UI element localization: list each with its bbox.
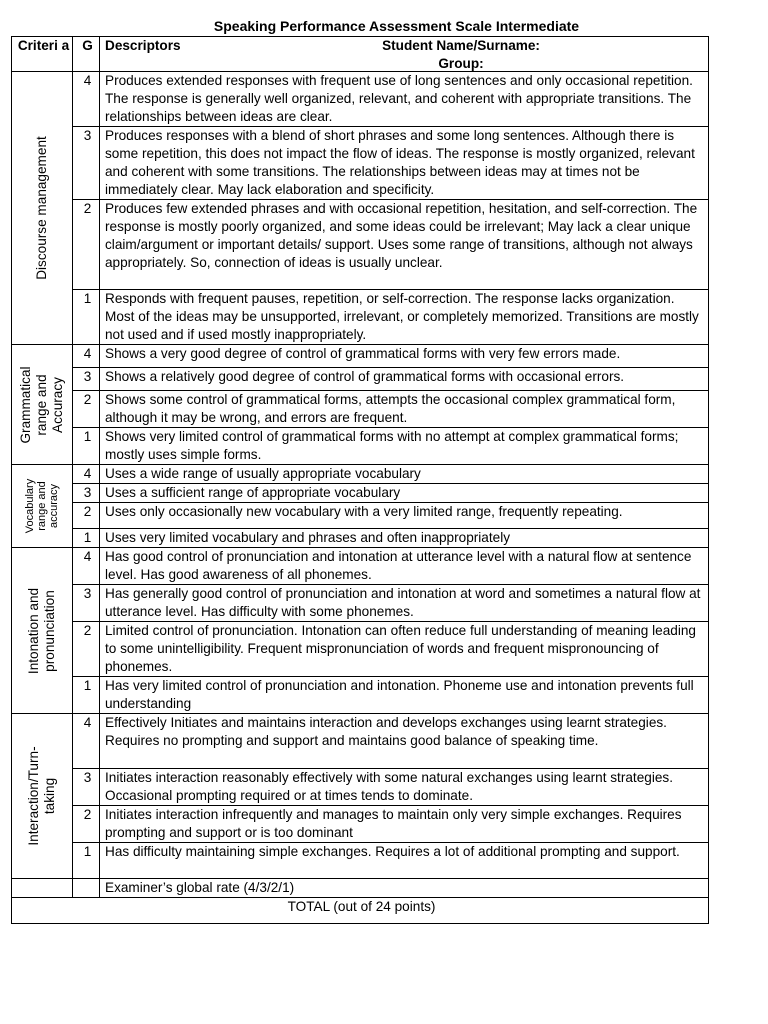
criterion-label <box>26 746 58 845</box>
criterion-label <box>26 587 58 673</box>
table-row <box>12 72 709 127</box>
global-rate-label: Examiner’s global rate (4/3/2/1) <box>100 879 709 898</box>
table-row <box>12 529 709 548</box>
grade-cell: 1 <box>73 529 100 548</box>
table-row <box>12 368 709 391</box>
criterion-interaction <box>12 714 73 879</box>
grade-cell: 4 <box>73 72 100 127</box>
descriptor-cell: Responds with frequent pauses, repetition, or self-correction. The response lacks organization. Most of the ideas may be unsupported, irrelevant, or completely memorized. Transitions are mostly not used and if used mostly inappropriately. <box>100 290 709 345</box>
rubric-table <box>11 36 709 924</box>
grade-cell: 1 <box>73 843 100 879</box>
criterion-label-line: Grammatical <box>18 365 33 444</box>
descriptor-cell: Has generally good control of pronunciation and intonation at word and sometimes a natural flow at utterance level. Has difficulty with some phonemes. <box>100 585 709 622</box>
descriptor-cell: Uses a sufficient range of appropriate vocabulary <box>100 484 709 503</box>
grade-cell: 3 <box>73 585 100 622</box>
grade-cell: 2 <box>73 622 100 677</box>
table-row <box>12 200 709 290</box>
grade-cell: 3 <box>73 484 100 503</box>
criterion-discourse-management <box>12 72 73 345</box>
table-row <box>12 503 709 529</box>
group-label: Group: <box>438 56 484 71</box>
descriptor-cell: Uses only occasionally new vocabulary with a very limited range, frequently repeating. <box>100 503 709 529</box>
criterion-label-line: Intonation and <box>26 587 41 674</box>
descriptor-cell: Shows a relatively good degree of control of grammatical forms with occasional errors. <box>100 368 709 391</box>
descriptor-cell: Shows some control of grammatical forms, attempts the occasional complex grammatical form, although it may be wrong, and errors are frequent. <box>100 391 709 428</box>
descriptor-cell: Initiates interaction infrequently and manages to maintain only very simple exchanges. Requires prompting and support or is too dominant <box>100 806 709 843</box>
grade-cell: 2 <box>73 200 100 290</box>
table-row <box>12 484 709 503</box>
descriptor-cell: Shows very limited control of grammatical forms with no attempt at complex grammatical forms; mostly uses simple forms. <box>100 428 709 465</box>
criterion-label-line: range and <box>36 481 48 531</box>
grade-cell: 3 <box>73 127 100 200</box>
criterion-grammatical-range <box>12 345 73 465</box>
descriptor-cell: Produces extended responses with frequent use of long sentences and only occasional repetition. The response is generally well organized, relevant, and coherent with appropriate transitions. The relationships between ideas are clear. <box>100 72 709 127</box>
table-row <box>12 677 709 714</box>
descriptor-cell: Effectively Initiates and maintains interaction and develops exchanges using learnt strategies. Requires no prompting and support and maintains good balance of speaking time. <box>100 714 709 769</box>
descriptor-cell: Produces few extended phrases and with occasional repetition, hesitation, and self-correction. The response is mostly poorly organized, and some ideas could be irrelevant; May lack a clear unique claim/argument or important details/ support. Uses some range of transitions, although not always appropriately. So, connection of ideas is usually unclear. <box>100 200 709 290</box>
descriptor-cell: Initiates interaction reasonably effectively with some natural exchanges using learnt strategies. Occasional prompting required or at times tends to dominate. <box>100 769 709 806</box>
criterion-label <box>18 366 66 443</box>
descriptor-cell: Has good control of pronunciation and intonation at utterance level with a natural flow at sentence level. Has good awareness of all phonemes. <box>100 548 709 585</box>
table-row <box>12 465 709 484</box>
criterion-label: Discourse management <box>34 136 49 280</box>
criterion-label-line: taking <box>42 777 57 815</box>
criterion-label <box>24 479 60 533</box>
criteria-header: Criteri a <box>12 37 73 72</box>
total-label: TOTAL (out of 24 points) <box>12 898 709 924</box>
criterion-intonation <box>12 548 73 714</box>
student-name-label: Student Name/Surname: <box>382 38 540 53</box>
grade-cell: 2 <box>73 391 100 428</box>
grade-cell: 3 <box>73 368 100 391</box>
criterion-label-line: range and <box>34 373 49 436</box>
grade-cell: 2 <box>73 806 100 843</box>
criterion-label-line: Accuracy <box>50 376 65 433</box>
grade-cell: 4 <box>73 548 100 585</box>
header-row <box>12 37 709 72</box>
grade-cell: 1 <box>73 428 100 465</box>
criterion-vocabulary <box>12 465 73 548</box>
global-rate-row <box>12 879 709 898</box>
descriptor-cell: Limited control of pronunciation. Intonation can often reduce full understanding of meaning leading to some unintelligibility. Frequent mispronunciation of words and frequent mispronouncing of phonemes. <box>100 622 709 677</box>
descriptors-header-wrap <box>105 37 706 71</box>
table-row <box>12 769 709 806</box>
empty-cell <box>73 879 100 898</box>
criterion-label-line: pronunciation <box>42 589 57 672</box>
total-row <box>12 898 709 924</box>
table-row <box>12 714 709 769</box>
table-row <box>12 428 709 465</box>
descriptor-cell: Uses very limited vocabulary and phrases and often inappropriately <box>100 529 709 548</box>
table-row <box>12 806 709 843</box>
descriptor-cell: Shows a very good degree of control of grammatical forms with very few errors made. <box>100 345 709 368</box>
criterion-label-line: Interaction/Turn- <box>26 746 41 846</box>
table-row <box>12 391 709 428</box>
grade-cell: 3 <box>73 769 100 806</box>
criterion-label-line: accuracy <box>48 483 60 529</box>
table-row <box>12 548 709 585</box>
table-row <box>12 622 709 677</box>
grade-cell: 4 <box>73 714 100 769</box>
student-info <box>331 37 591 72</box>
descriptor-cell: Has difficulty maintaining simple exchanges. Requires a lot of additional prompting and support. <box>100 843 709 879</box>
empty-cell <box>12 879 73 898</box>
descriptor-cell: Uses a wide range of usually appropriate vocabulary <box>100 465 709 484</box>
table-row <box>12 127 709 200</box>
descriptor-cell: Produces responses with a blend of short phrases and some long sentences. Although there is some repetition, this does not impact the flow of ideas. The response is mostly organized, relevant and coherent with some transitions. The relationships between ideas may at times not be immediately clear. May lack elaboration and specificity. <box>100 127 709 200</box>
table-row <box>12 585 709 622</box>
table-row <box>12 290 709 345</box>
grade-cell: 4 <box>73 345 100 368</box>
criterion-label-line: Vocabulary <box>24 478 36 534</box>
grade-cell: 1 <box>73 290 100 345</box>
descriptors-header <box>100 37 709 72</box>
table-row <box>12 843 709 879</box>
table-row <box>12 345 709 368</box>
grade-cell: 4 <box>73 465 100 484</box>
descriptor-cell: Has very limited control of pronunciation and intonation. Phoneme use and intonation prevents full understanding <box>100 677 709 714</box>
page-title: Speaking Performance Assessment Scale Intermediate <box>213 18 580 34</box>
descriptors-label: Descriptors <box>105 38 181 53</box>
grade-header: G <box>73 37 100 72</box>
grade-cell: 2 <box>73 503 100 529</box>
grade-cell: 1 <box>73 677 100 714</box>
